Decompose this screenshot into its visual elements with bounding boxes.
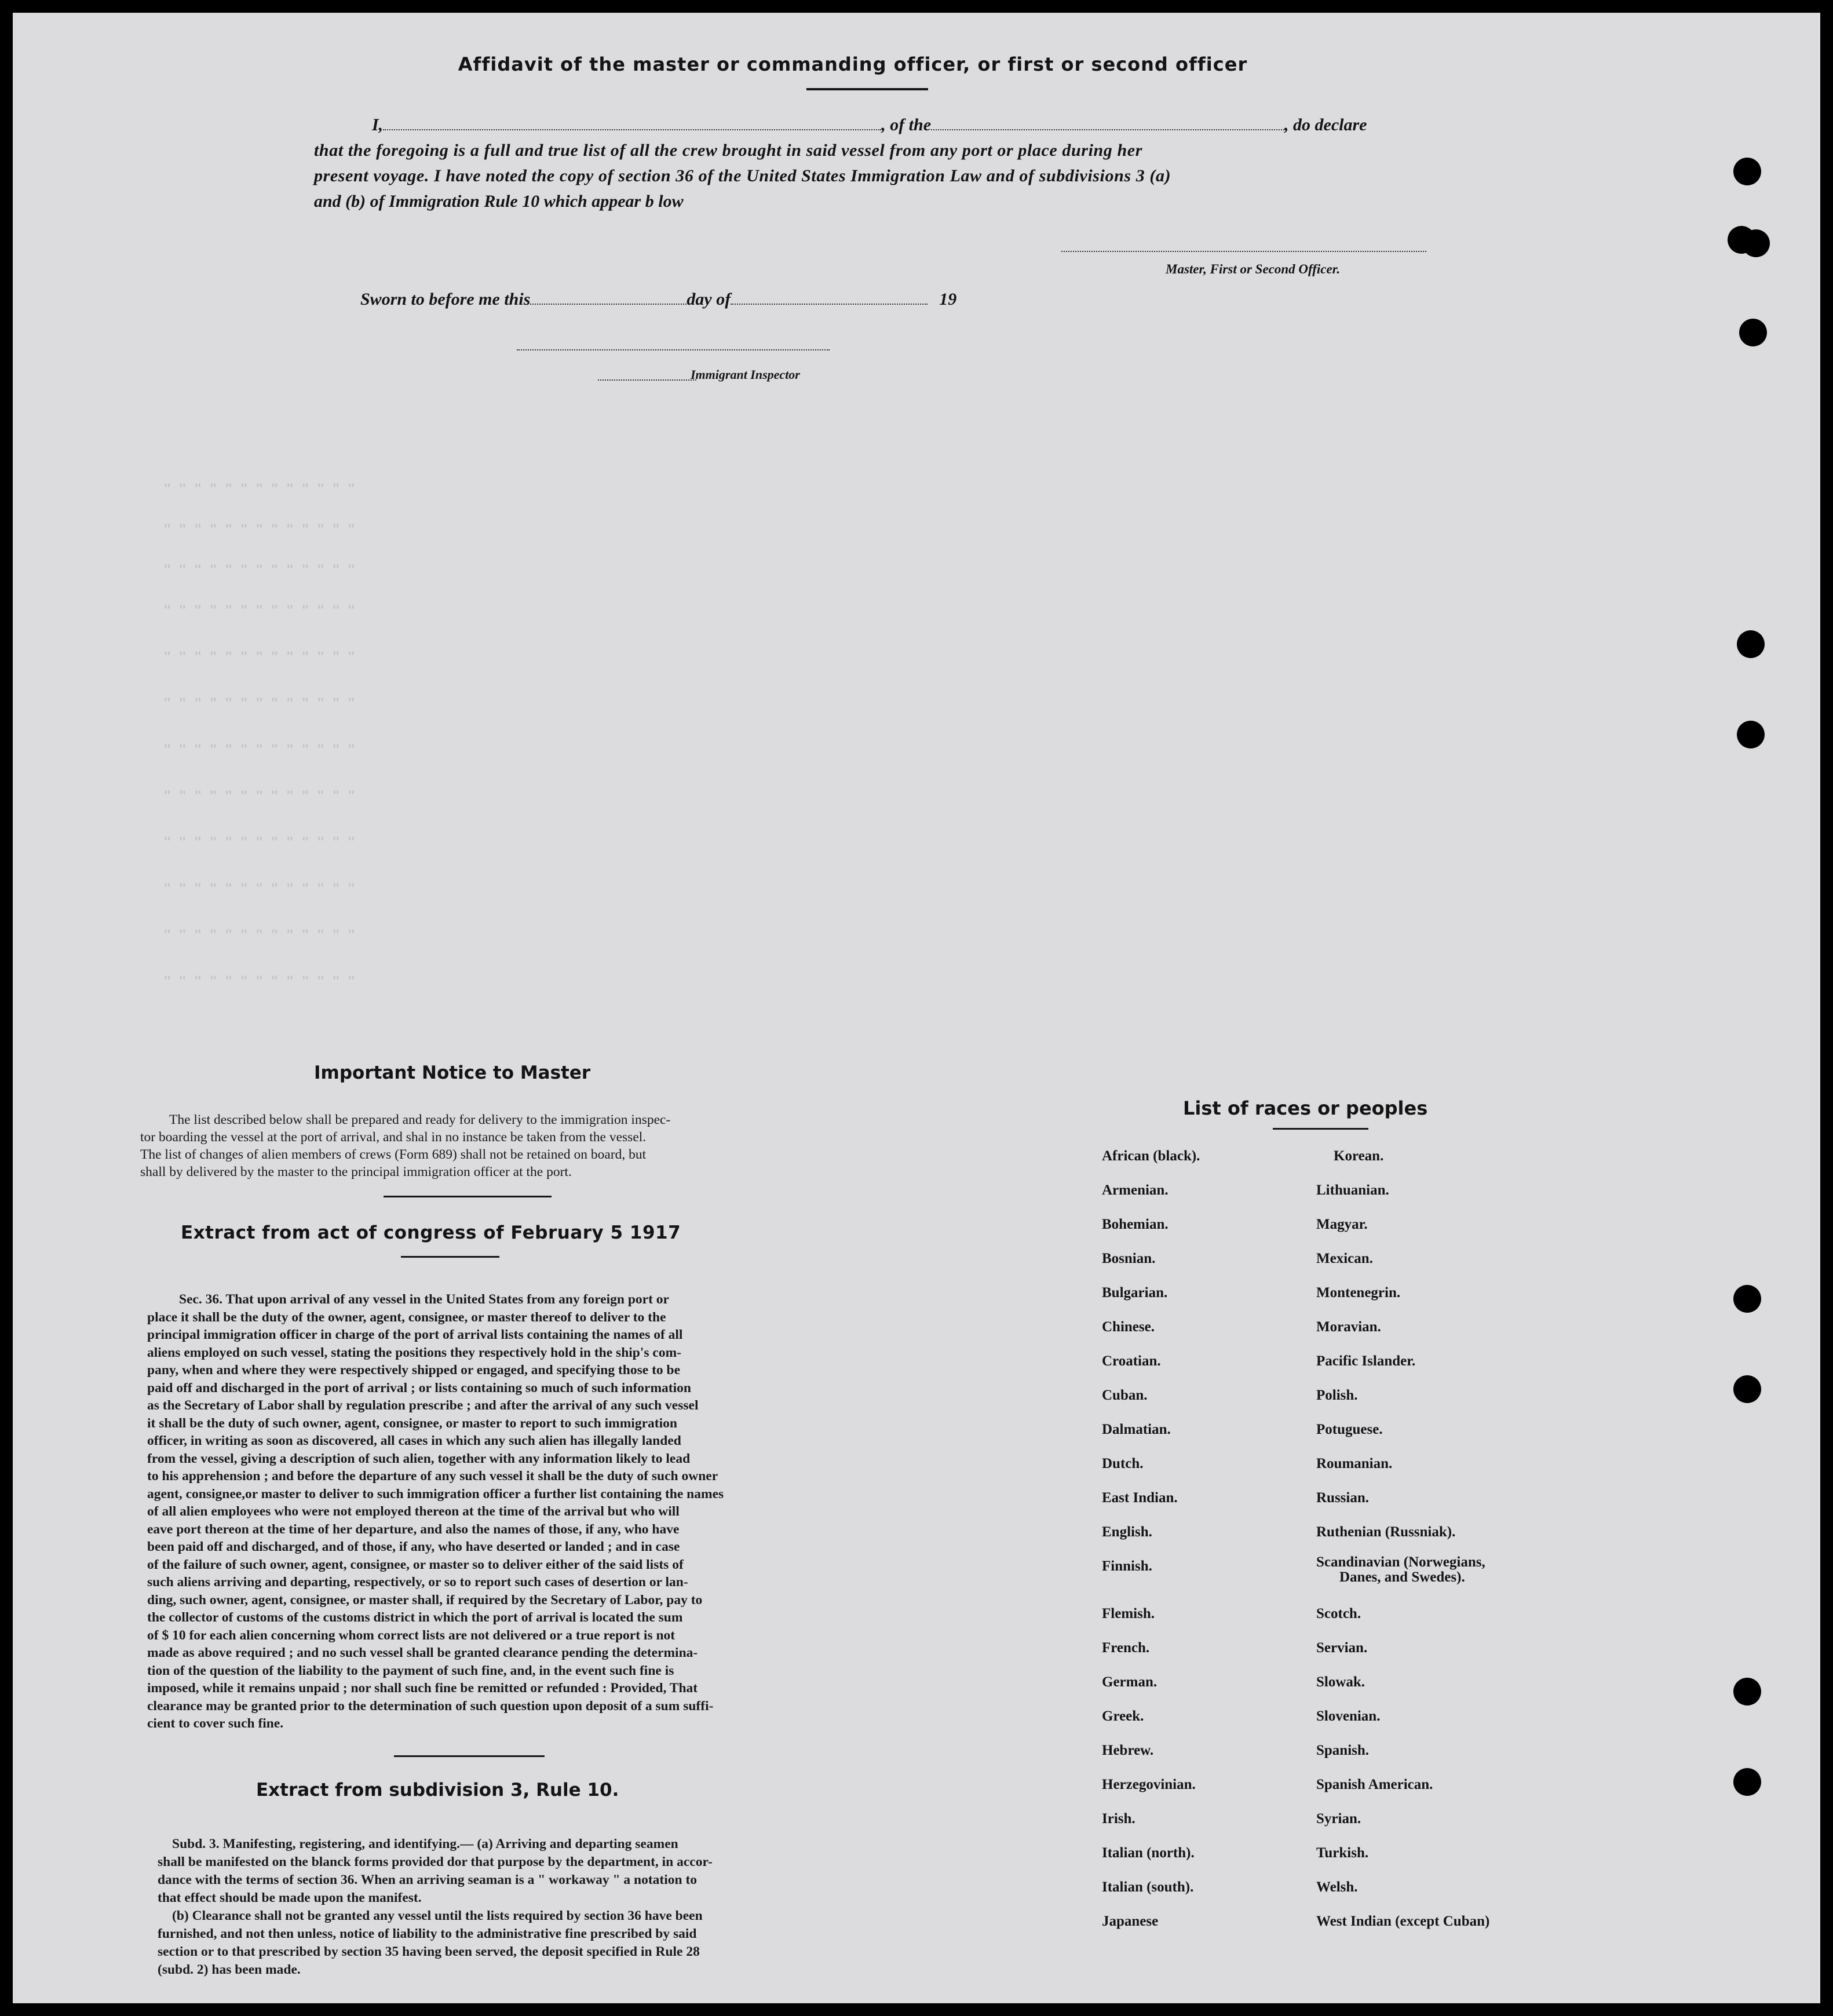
race-item: Scotch. (1316, 1606, 1361, 1621)
rule-line: that effect should be made upon the manifest. (158, 1890, 422, 1905)
day-blank (530, 303, 687, 305)
punch-hole (1742, 229, 1770, 257)
rule-line: (subd. 2) has been made. (158, 1962, 301, 1977)
day-of-label: day of (687, 290, 731, 309)
punch-hole (1737, 630, 1765, 658)
sworn-label: Sworn to before me this (360, 290, 531, 309)
of-the-label: , of the (881, 115, 932, 134)
act-line: such aliens arriving and departing, respectively, or so to report such cases of desertion or lan- (147, 1575, 688, 1590)
notice-line: shall by delivered by the master to the principal immigration officer at the port. (140, 1164, 572, 1179)
notice-text (140, 1111, 804, 1181)
notice-line: tor boarding the vessel at the port of arrival, and shal in no instance be taken from the vessel. (140, 1130, 647, 1145)
act-line: of all alien employees who were not employed thereon at the time of the arrival but who will (147, 1504, 680, 1519)
punch-hole (1733, 1678, 1761, 1705)
punch-hole (1733, 1768, 1761, 1796)
race-item: Bulgarian. (1102, 1285, 1168, 1301)
act-line: the collector of customs of the customs district in which the port of arrival is located the sum (147, 1610, 683, 1625)
punch-hole (1733, 158, 1761, 185)
act-line: it shall be the duty of such owner, agent, consignee, or master to report to such immigration (147, 1415, 677, 1431)
master-signature-line (1061, 250, 1426, 252)
race-item: West Indian (except Cuban) (1316, 1913, 1490, 1929)
act-line: as the Secretary of Labor shall by regulation prescribe ; and after the arrival of any such vessel (147, 1398, 699, 1413)
act-line: paid off and discharged in the port of arrival ; or lists containing so much of such information (147, 1380, 691, 1396)
punch-hole (1733, 1375, 1761, 1403)
race-item: Mexican. (1316, 1251, 1373, 1266)
declare-label: , do declare (1284, 115, 1367, 134)
document-page: " " " " " " " " " " " " " " " " " " " " " " " " " " " " " " " " " " " " " " " " " " " " " " " " " " " " " " " " " " " " " " " " " " " " " " " " " " " " " " " " " " " " " " " " " " " " " " " " " " " " " " " " " " " " " " " " " " " " " " " " " " " " " " " " " " " " " " " " " " " " " " " " " " " " " " " " " " " " Affidavit of the master or commanding officer, or first or second officer I, , of the , do declare that the foregoing is a full and true list of all the crew brought in said vessel from any port or place during her present voyage. I have noted the copy of section 36 of the United States Immigration Law and of subdivisions 3 (a) and (b) of Immigration Rule 10 which appear b low Master, First or Second Officer. Sworn to before me this day of 19 Immigrant Inspector Important Notice to Master The list described below shall be prepared and ready for delivery to the immigration inspec- tor boarding the vessel at the port of arrival, and shal in no instance be taken from the vessel. The list of changes of alien members of crews (Form 689) shall not be retained on board, but shall by delivered by the master to the principal immigration officer at the port. Extract from act of congress of February 5 1917 Sec. 36. That upon arrival of any vessel in the United States from any foreign port or place it shall be the duty of the owner, agent, consignee, or master thereof to deliver to the principal immigration officer in charge of the port of arrival lists containing the names of all aliens employed on such vessel, stating the positions they respectively hold in the ship's com- pany, when and where they were respectively shipped or engaged, and specifying those to be paid off and discharged in the port of arrival ; or lists containing so much of such information as the Secretary of Labor shall by regulation prescribe ; and after the arrival of any such vessel it shall be the duty of such owner, agent, consignee, or master to report to such immigration officer, in writing as soon as discovered, all cases in which any such alien has illegally landed from the vessel, giving a description of such alien, together with any information likely to lead to his apprehension ; and before the departure of any such vessel it shall be the duty of such owner agent, consignee,or master to deliver to such immigration officer a further list containing the names of all alien employees who were not employed thereon at the time of the arrival but who will eave port thereon at the time of her departure, and also the names of those, if any, who have been paid off and discharged, and of those, if any, who have deserted or landed ; and in case of the failure of such owner, agent, consignee, or master so to deliver either of the said lists of such aliens arriving and departing, respectively, or so to report such cases of desertion or lan- ding, such owner, agent, consignee, or master shall, if required by the Secretary of Labor, pay to the collector of customs of the customs district in which the port of arrival is located the sum of $ 10 for each alien concerning whom correct lists are not delivered or a true report is not made as above required ; and no such vessel shall be granted clearance pending the determina- tion of the question of the liability to the payment of such fine, and, in the event such fine is imposed, while it remains unpaid ; nor shall such fine be remitted or refunded : Provided, That clearance may be granted prior to the determination of such question upon deposit of a sum suffi- cient to cover such fine. Extract from subdivision 3, Rule 10. Subd. 3. Manifesting, registering, and identifying.— (a) Arriving and departing seamen shall be manifested on the blanck forms provided dor that purpose by the department, in accor- dance with the terms of section 36. When an arriving seaman is a " workaway " a notation to that effect should be made upon the manifest. (b) Clearance shall not be granted any vessel until the lists required by section 36 have been furnished, and not then unless, notice of liability to the administrative fine prescribed by said section or to that prescribed by section 35 having been served, the deposit specified in Rule 28 (subd. 2) has been made. List of races or peoples African (black). Armenian. Bohemian. Bosnian. Bulgarian. Chinese. Croatian. Cuban. Dalmatian. Dutch. East Indian. English. Finnish. Flemish. French. German. Greek. Hebrew. Herzegovinian. Irish. Italian (north). Italian (south). Japanese Korean. Lithuanian. Magyar. Mexican. Montenegrin. Moravian. Pacific Islander. Polish. Potuguese. Roumanian. Russian. Ruthenian (Russniak). Scandinavian (Norwegians, Danes, and Swedes). Scotch. Servian. Slowak. Slovenian. Spanish. Spanish American. Syrian. Turkish. Welsh. West Indian (except Cuban) (13, 13, 1820, 2003)
race-item: English. (1102, 1524, 1152, 1540)
race-item: Dalmatian. (1102, 1422, 1171, 1437)
race-item: French. (1102, 1640, 1150, 1656)
race-item: Hebrew. (1102, 1743, 1154, 1758)
race-item: Italian (south). (1102, 1879, 1194, 1895)
act-line: officer, in writing as soon as discovered, all cases in which any such alien has illegally landed (147, 1433, 681, 1448)
race-item: East Indian. (1102, 1490, 1178, 1506)
race-item: Magyar. (1316, 1217, 1368, 1232)
act-line: agent, consignee,or master to deliver to such immigration officer a further list containing the names (147, 1486, 724, 1502)
act-line: ding, such owner, agent, consignee, or master shall, if required by the Secretary of Labor, pay to (147, 1592, 703, 1608)
race-item: Lithuanian. (1316, 1182, 1389, 1198)
race-item: Croatian. (1102, 1353, 1161, 1369)
race-item: Finnish. (1102, 1558, 1152, 1574)
act-line: principal immigration officer in charge of the port of arrival lists containing the names of all (147, 1327, 683, 1342)
rule-extract-text (158, 1835, 795, 1979)
act-line: pany, when and where they were respectively shipped or engaged, and specifying those to be (147, 1363, 681, 1378)
rule-line: shall be manifested on the blanck forms provided dor that purpose by the department, in accor- (158, 1854, 713, 1869)
race-item: Spanish American. (1316, 1777, 1433, 1792)
race-item: Slovenian. (1316, 1708, 1381, 1724)
race-item: Greek. (1102, 1708, 1144, 1724)
races-heading: List of races or peoples (1183, 1097, 1428, 1119)
affidavit-heading: Affidavit of the master or commanding officer, or first or second officer (458, 53, 1248, 75)
act-line: made as above required ; and no such vessel shall be granted clearance pending the determina- (147, 1645, 698, 1660)
affidavit-line-1 (314, 112, 1438, 138)
race-item: Cuban. (1102, 1387, 1148, 1403)
race-item: Moravian. (1316, 1319, 1381, 1335)
i-label: I, (372, 115, 384, 134)
act-line: of $ 10 for each alien concerning whom correct lists are not delivered or a true report is not (147, 1627, 675, 1643)
master-label: Master, First or Second Officer. (1166, 262, 1341, 276)
inspector-signature-line (517, 349, 830, 350)
race-item: Dutch. (1102, 1456, 1144, 1471)
month-blank (731, 303, 928, 305)
act-line: clearance may be granted prior to the determination of such question upon deposit of a sum suffi- (147, 1698, 714, 1714)
affidavit-line-2: that the foregoing is a full and true list of all the crew brought in said vessel from any port or place during her (314, 141, 1142, 160)
act-line: Sec. 36. That upon arrival of any vessel in the United States from any foreign port or (179, 1292, 669, 1307)
act-line: tion of the question of the liability to the payment of such fine, and, in the event such fine is (147, 1663, 674, 1678)
race-item: Montenegrin. (1316, 1285, 1401, 1301)
race-item: Welsh. (1316, 1879, 1358, 1895)
race-item: Herzegovinian. (1102, 1777, 1196, 1792)
affidavit-line-3: present voyage. I have noted the copy of section 36 of the United States Immigration Law and of subdivisions 3 (a) (314, 166, 1171, 185)
notice-line: The list described below shall be prepared and ready for delivery to the immigration inspec- (169, 1112, 671, 1127)
act-line: aliens employed on such vessel, stating the positions they respectively hold in the ship's com- (147, 1345, 681, 1360)
race-item: German. (1102, 1674, 1158, 1690)
race-item: Armenian. (1102, 1182, 1169, 1198)
act-line: to his apprehension ; and before the departure of any such vessel it shall be the duty of such owner (147, 1469, 718, 1484)
rule-line: section or to that prescribed by section 35 having been served, the deposit specified in Rule 28 (158, 1944, 700, 1959)
race-item: Polish. (1316, 1387, 1358, 1403)
act-line: of the failure of such owner, agent, consignee, or master so to deliver either of the said lists of (147, 1557, 684, 1572)
notice-divider (384, 1196, 552, 1197)
sworn-line (360, 290, 956, 309)
race-item: Korean. (1334, 1148, 1384, 1164)
act-line: eave port thereon at the time of her departure, and also the names of those, if any, who have (147, 1521, 680, 1537)
race-item: Russian. (1316, 1490, 1370, 1506)
race-item: Roumanian. (1316, 1456, 1393, 1471)
name-blank (383, 129, 881, 130)
race-item: Italian (north). (1102, 1845, 1195, 1861)
heading-divider (806, 88, 928, 90)
race-item: African (black). (1102, 1148, 1200, 1164)
act-extract-heading: Extract from act of congress of February 5 1917 (181, 1222, 681, 1243)
rule-line: furnished, and not then unless, notice of liability to the administrative fine prescribed by said (158, 1926, 697, 1941)
rule-line: Subd. 3. Manifesting, registering, and identifying.— (a) Arriving and departing seamen (172, 1836, 678, 1851)
act-line: been paid off and discharged, and of those, if any, who have deserted or landed ; and in case (147, 1539, 680, 1554)
punch-hole (1737, 721, 1765, 748)
inspector-short-line (598, 379, 696, 381)
punch-hole (1733, 1285, 1761, 1313)
year-label: 19 (939, 290, 957, 309)
race-item: Servian. (1316, 1640, 1368, 1656)
rule-line: dance with the terms of section 36. When an arriving seaman is a " workaway " a notation to (158, 1872, 698, 1887)
act-extract-text (147, 1291, 802, 1733)
act-extract-divider (401, 1256, 499, 1258)
affidavit-line-4: and (b) of Immigration Rule 10 which appear b low (314, 192, 684, 211)
race-item: Scandinavian (Norwegians, (1316, 1554, 1485, 1570)
rule-extract-heading: Extract from subdivision 3, Rule 10. (256, 1780, 619, 1800)
races-divider (1273, 1128, 1368, 1130)
notice-heading: Important Notice to Master (314, 1062, 591, 1083)
race-item: Danes, and Swedes). (1339, 1569, 1465, 1585)
act-line: place it shall be the duty of the owner, agent, consignee, or master thereof to deliver to the (147, 1309, 666, 1325)
inspector-label: Immigrant Inspector (691, 367, 800, 382)
race-item: Bosnian. (1102, 1251, 1156, 1266)
act-line: cient to cover such fine. (147, 1716, 284, 1731)
race-item: Spanish. (1316, 1743, 1370, 1758)
race-item: Potuguese. (1316, 1422, 1383, 1437)
race-item: Bohemian. (1102, 1217, 1169, 1232)
races-right-column (1316, 1139, 1489, 1938)
act-line: imposed, while it remains unpaid ; nor shall such fine be remitted or refunded : Provided, That (147, 1681, 698, 1696)
race-item: Turkish. (1316, 1845, 1369, 1861)
affidavit-body (314, 112, 1438, 214)
race-item: Ruthenian (Russniak). (1316, 1524, 1456, 1540)
race-item: Slowak. (1316, 1674, 1365, 1690)
act-end-divider (394, 1755, 545, 1757)
act-line: from the vessel, giving a description of such alien, together with any information likely to lead (147, 1451, 691, 1466)
race-item: Flemish. (1102, 1606, 1155, 1621)
races-left-column (1102, 1139, 1200, 1938)
punch-hole (1739, 319, 1767, 346)
race-item: Japanese (1102, 1913, 1159, 1929)
race-item-scandinavian (1316, 1549, 1489, 1597)
vessel-blank (931, 129, 1284, 130)
rule-line: (b) Clearance shall not be granted any vessel until the lists required by section 36 have been (172, 1908, 703, 1923)
race-item: Pacific Islander. (1316, 1353, 1416, 1369)
race-item: Syrian. (1316, 1811, 1361, 1827)
race-item: Chinese. (1102, 1319, 1155, 1335)
notice-line: The list of changes of alien members of crews (Form 689) shall not be retained on board, but (140, 1147, 647, 1162)
race-item: Irish. (1102, 1811, 1135, 1827)
